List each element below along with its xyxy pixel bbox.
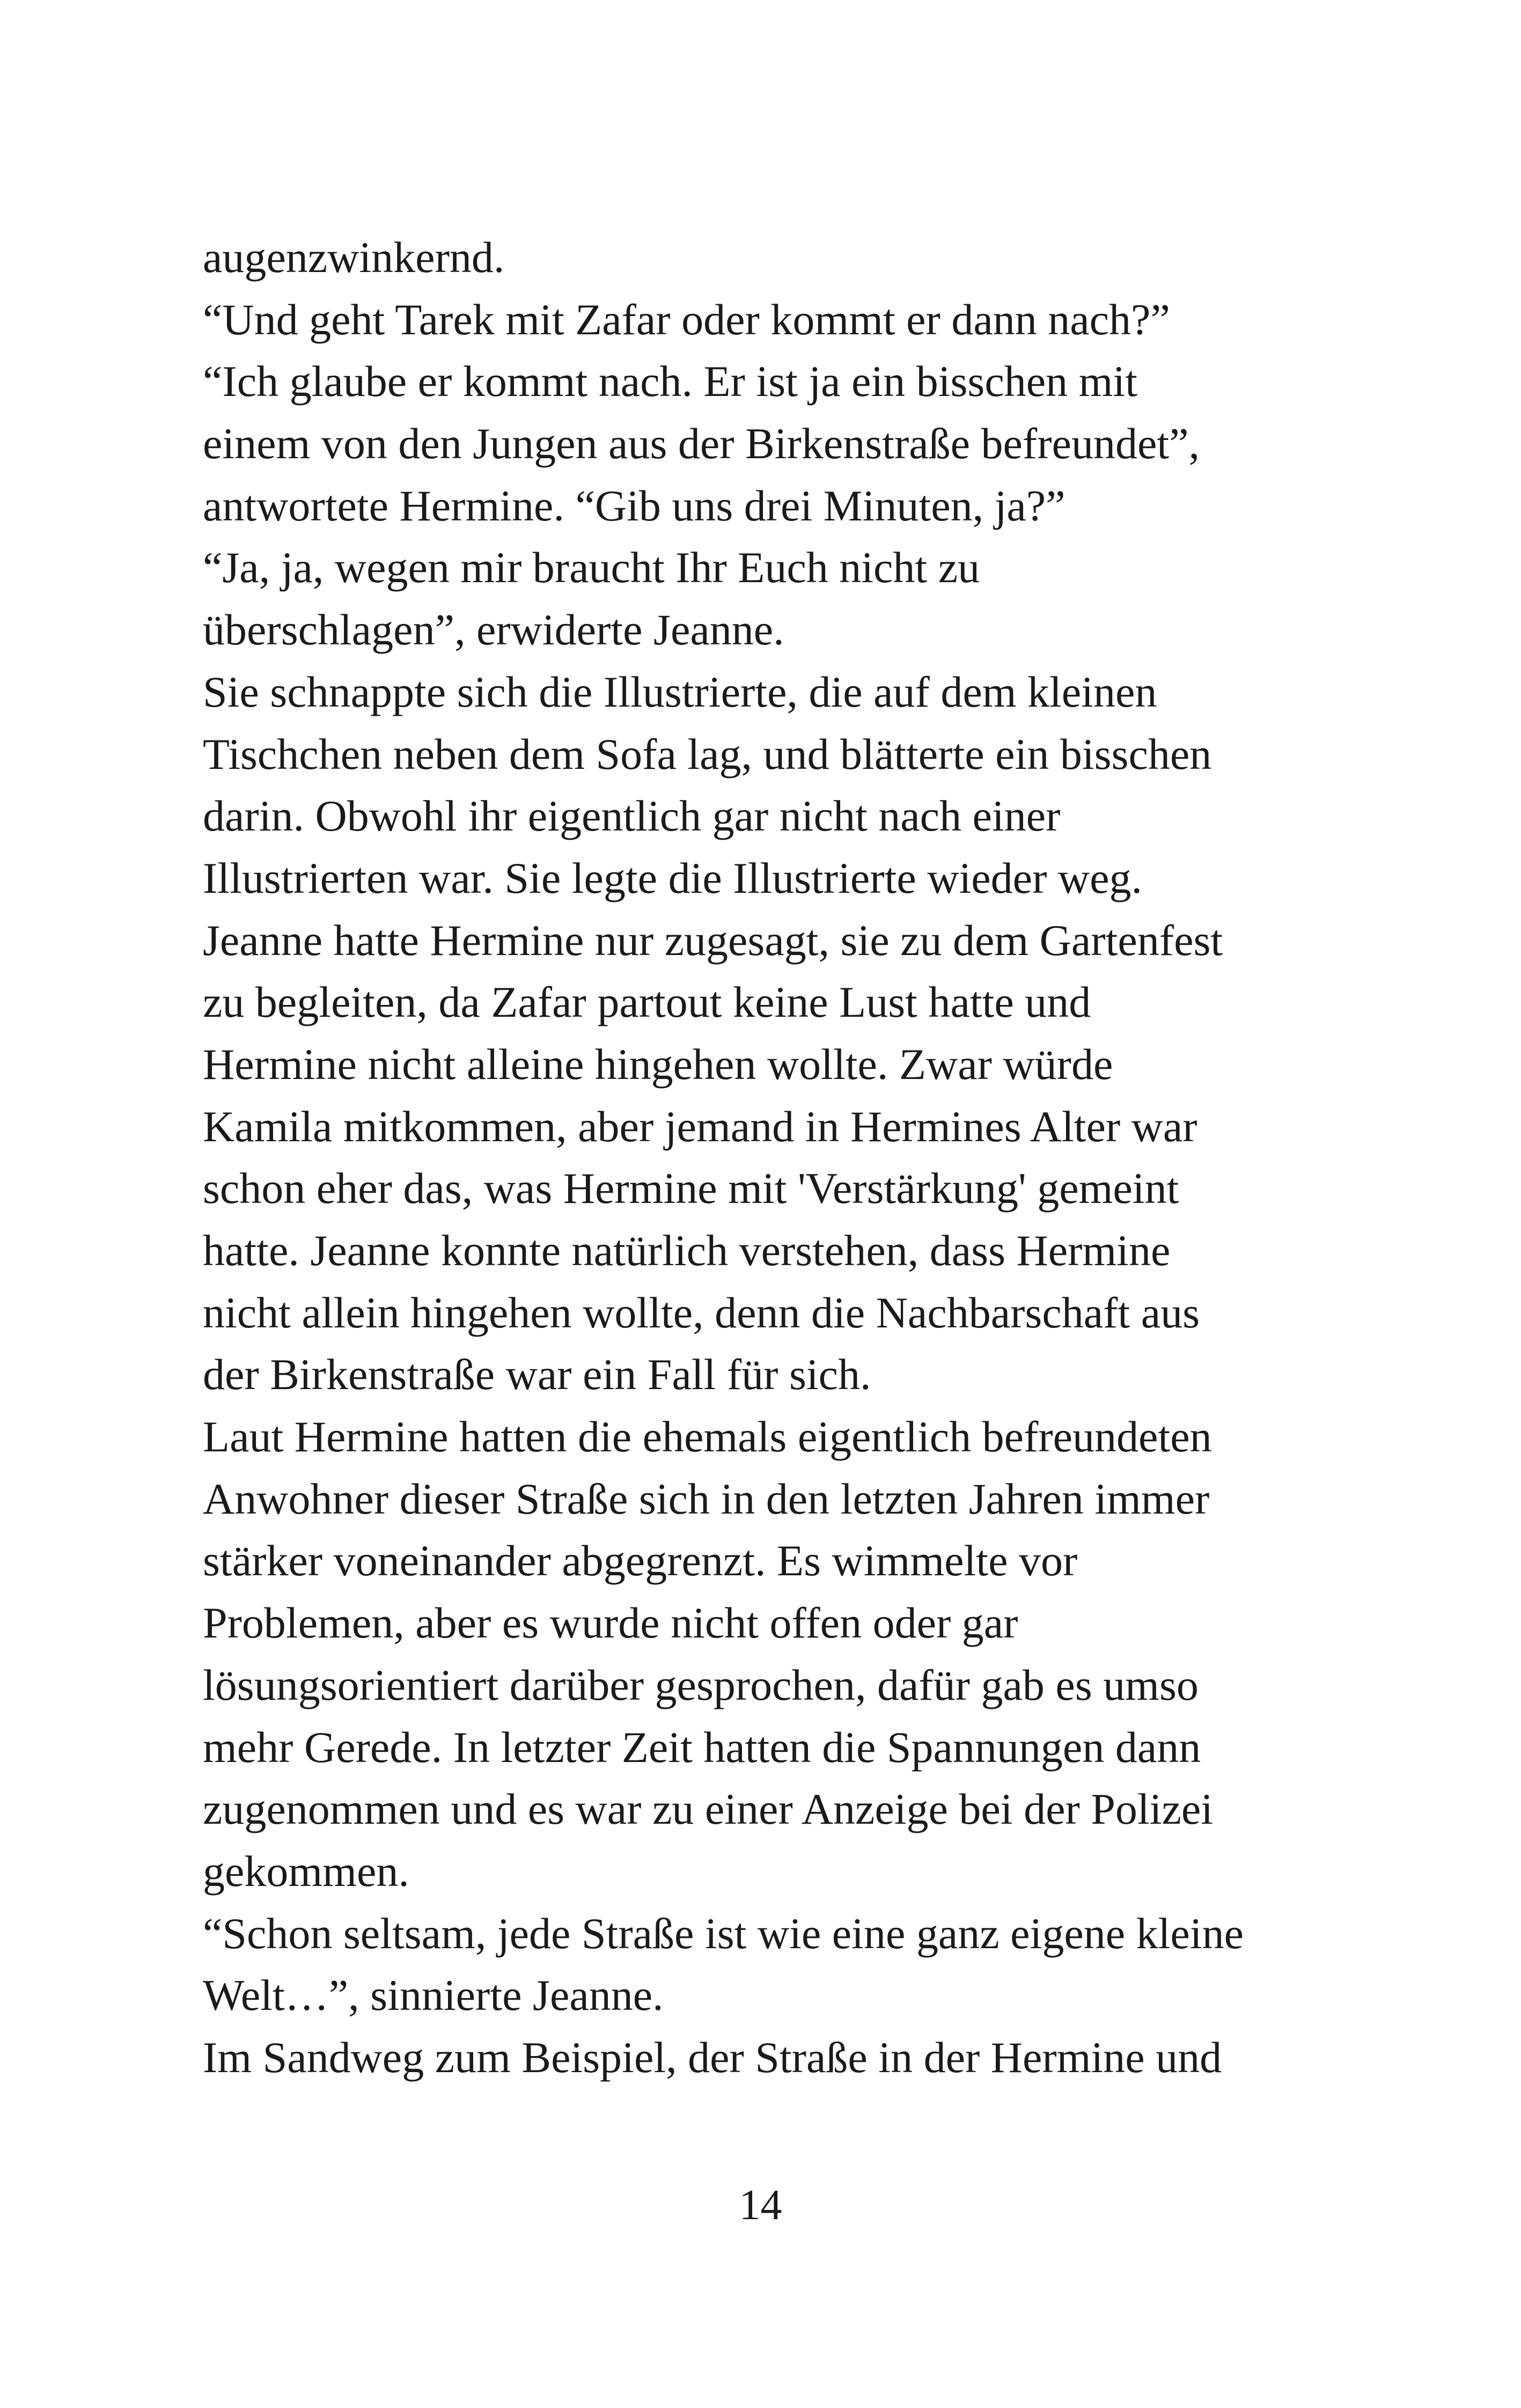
text-line: Hermine nicht alleine hingehen wollte. Zwar würde [203, 1039, 1113, 1089]
page-number: 14 [739, 2182, 782, 2229]
text-line: zugenommen und es war zu einer Anzeige bei der Polizei [203, 1785, 1214, 1834]
text-line: augenzwinkernd. [203, 233, 505, 282]
text-line: “Ja, ja, wegen mir braucht Ihr Euch nicht zu [203, 543, 980, 592]
text-line: lösungsorientiert darüber gesprochen, dafür gab es umso [203, 1660, 1199, 1709]
text-line: Anwohner dieser Straße sich in den letzten Jahren immer [203, 1474, 1210, 1523]
text-line: “Und geht Tarek mit Zafar oder kommt er dann nach?” [203, 295, 1170, 344]
text-line: Welt…”, sinnierte Jeanne. [203, 1971, 664, 2020]
text-line: Tischchen neben dem Sofa lag, und blätterte ein bisschen [203, 729, 1212, 779]
text-line: Jeanne hatte Hermine nur zugesagt, sie zu dem Gartenfest [203, 915, 1223, 965]
text-line: Laut Hermine hatten die ehemals eigentlich befreundeten [203, 1412, 1212, 1462]
body-text [203, 226, 1329, 2089]
text-line: hatte. Jeanne konnte natürlich verstehen, dass Hermine [203, 1226, 1171, 1275]
text-line: überschlagen”, erwiderte Jeanne. [203, 605, 784, 655]
text-line: schon eher das, was Hermine mit 'Verstärkung' gemeint [203, 1164, 1179, 1213]
text-line: Sie schnappte sich die Illustrierte, die auf dem kleinen [203, 667, 1157, 716]
text-line: “Schon seltsam, jede Straße ist wie eine ganz eigene kleine [203, 1908, 1244, 1958]
text-line: darin. Obwohl ihr eigentlich gar nicht nach einer [203, 791, 1061, 841]
text-line: Im Sandweg zum Beispiel, der Straße in der Hermine und [203, 2032, 1222, 2082]
text-line: gekommen. [203, 1846, 409, 1896]
text-line: stärker voneinander abgegrenzt. Es wimmelte vor [203, 1536, 1078, 1585]
text-line: Problemen, aber es wurde nicht offen oder gar [203, 1598, 1018, 1648]
text-line: “Ich glaube er kommt nach. Er ist ja ein bisschen mit [203, 357, 1137, 406]
text-line: der Birkenstraße war ein Fall für sich. [203, 1350, 871, 1399]
text-line: antwortete Hermine. “Gib uns drei Minuten, ja?” [203, 481, 1066, 530]
text-line: Kamila mitkommen, aber jemand in Hermines Alter war [203, 1102, 1197, 1151]
text-line: zu begleiten, da Zafar partout keine Lust hatte und [203, 978, 1091, 1027]
text-line: mehr Gerede. In letzter Zeit hatten die Spannungen dann [203, 1722, 1201, 1772]
text-line: nicht allein hingehen wollte, denn die Nachbarschaft aus [203, 1288, 1200, 1337]
text-line: Illustrierten war. Sie legte die Illustrierte wieder weg. [203, 853, 1142, 902]
text-line: einem von den Jungen aus der Birkenstraße befreundet”, [203, 419, 1200, 468]
